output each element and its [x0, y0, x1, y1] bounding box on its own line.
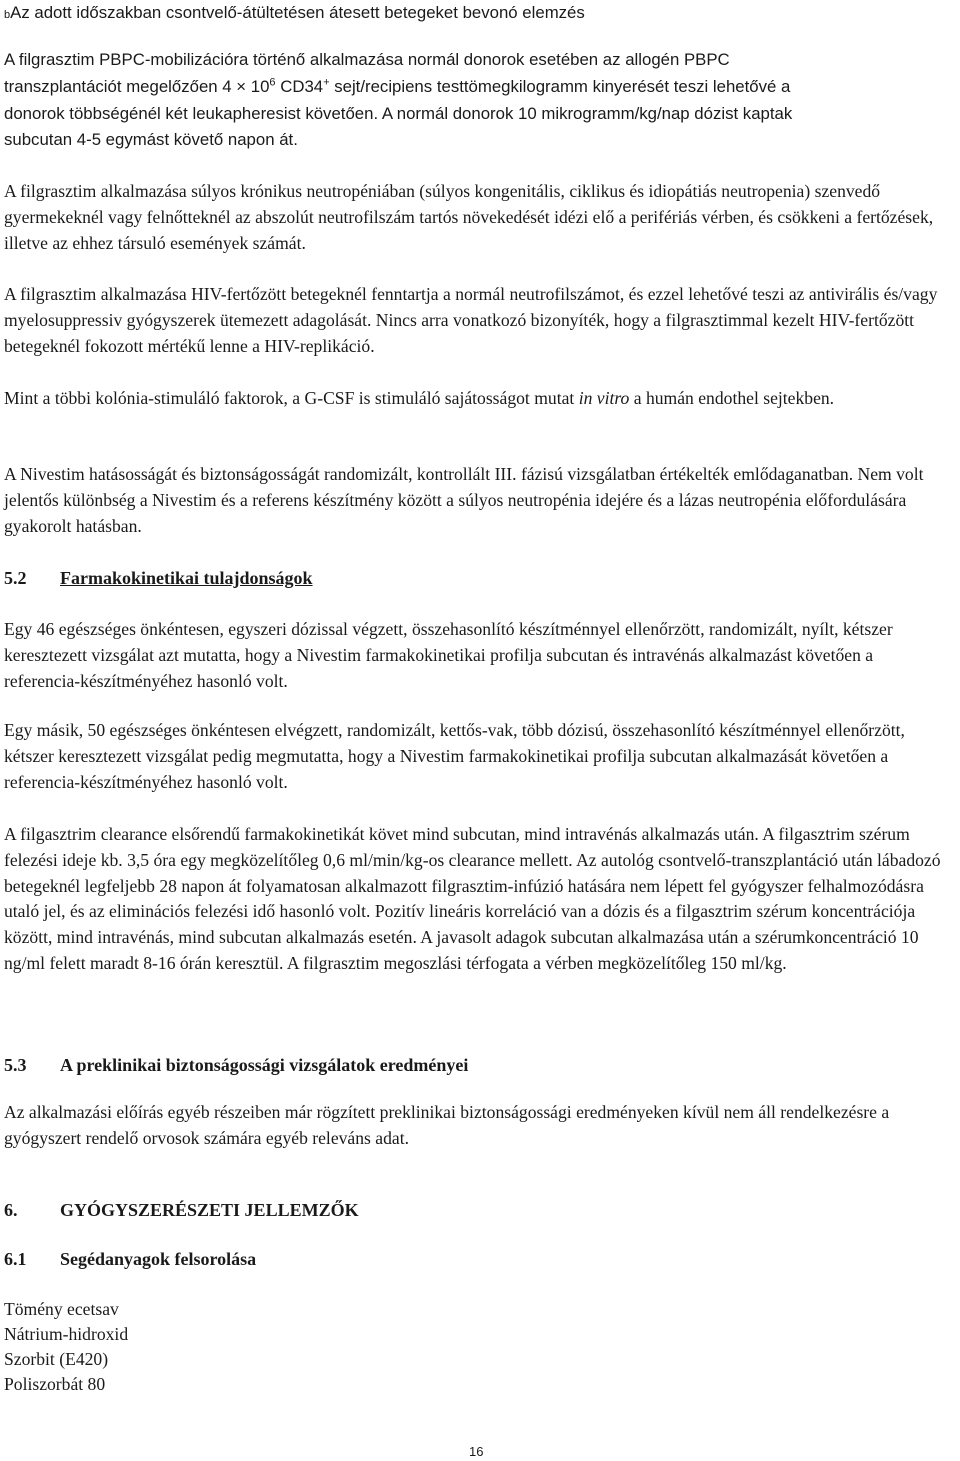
paragraph-pk-2: Egy másik, 50 egészséges önkéntesen elvégzett, randomizált, kettős-vak, több dózisú, összehasonlító készítménnyel ellenőrzött, kétszer keresztezett vizsgálat pedig megmutatta, hogy a Nivestim farmakokinetikai profilja subcutan alkalmazását követően a referencia-készítményéhez hasonló volt. — [4, 720, 905, 792]
section-title: GYÓGYSZERÉSZETI JELLEMZŐK — [60, 1200, 359, 1220]
pbpc-line-1: A filgrasztim PBPC-mobilizációra történő alkalmazása normál donorok esetében az allogén PBPC — [4, 50, 730, 69]
pbpc-line-2b: CD34 — [275, 76, 324, 96]
pbpc-line-2c: sejt/recipiens testtömegkilogramm kinyerését teszi lehetővé a — [329, 76, 791, 96]
pbpc-line-2a: transzplantációt megelőzően 4 × 10 — [4, 76, 270, 96]
paragraph-hiv: A filgrasztim alkalmazása HIV-fertőzött betegeknél fenntartja a normál neutrofilszámot, és ezzel lehetővé teszi az antivirális és/vagy myelosuppressiv gyógyszerek ütemezett adagolását. Nincs arra vonatkozó bizonyíték, hogy a filgrasztimmal kezelt HIV-fertőzött betegeknél fokozott mértékű lenne a HIV-replikáció. — [4, 284, 938, 356]
paragraph-clearance: A filgasztrim clearance elsőrendű farmakokinetikát követ mind subcutan, mind intravénás alkalmazás után. A filgasztrim szérum felezési ideje kb. 3,5 óra egy megközelítőleg 0,6 ml/min/kg-os clearance mellett. Az autológ csontvelő-transzplantáció után lábadozó betegeknél legfeljebb 28 napon át folyamatosan alkalmazott filgrasztim-infúzió hatására nem lépett fel gyógyszer felhalmozódásra utaló jel, és az eliminációs felezési idő hasonló volt. Pozitív lineáris korreláció van a dózis és a filgasztrim szérum koncentrációja között, mind intravénás, mind subcutan alkalmazás esetén. A javasolt adagok subcutan alkalmazása után a szérumkoncentráció 10 ng/ml felett maradt 8-16 órán keresztül. A filgrasztim megoszlási térfogata a vérben megközelítőleg 150 ml/kg. — [4, 824, 941, 973]
section-number: 5.2 — [4, 568, 27, 588]
excipient-item: Szorbit (E420) — [4, 1349, 109, 1369]
paragraph-nivestim: A Nivestim hatásosságát és biztonságosságát randomizált, kontrollált III. fázisú vizsgálatban értékelték emlődaganatban. Nem volt jelentős különbség a Nivestim és a referens készítmény között a súlyos neutropénia idejére és a lázas neutropénia előfordulására gyakorolt hatásban. — [4, 464, 924, 536]
section-number: 5.3 — [4, 1055, 27, 1075]
section-heading-5-2 — [4, 566, 313, 590]
pbpc-exponent: 6 — [269, 76, 276, 89]
section-title: A preklinikai biztonságossági vizsgálatok eredményei — [60, 1055, 469, 1075]
top-footnote — [4, 0, 949, 29]
gcsf-italic: in vitro — [578, 388, 630, 408]
pbpc-line-2 — [4, 74, 949, 101]
section-heading-5-3 — [4, 1053, 468, 1077]
footnote-marker: b — [4, 9, 11, 21]
excipient-item: Tömény ecetsav — [4, 1299, 119, 1319]
pbpc-line-3: donorok többségénél két leukapheresist követően. A normál donorok 10 mikrogramm/kg/nap dózist kaptak — [4, 103, 793, 123]
paragraph-neutropenia: A filgrasztim alkalmazása súlyos krónikus neutropéniában (súlyos kongenitális, ciklikus és idiopátiás neutropenia) szenvedő gyermekeknél vagy felnőtteknél az abszolút neutrofilszám tartós növekedését idézi elő a perifériás vérben, és csökkeni a fertőzések, illetve az ehhez társuló események számát. — [4, 181, 934, 253]
footnote-text: Az adott időszakban csontvelő-átültetésen átesett betegeket bevonó elemzés — [10, 3, 585, 22]
gcsf-text-after: a humán endothel sejtekben. — [629, 388, 835, 408]
pbpc-plus-sup: + — [323, 76, 330, 89]
section-heading-6-1 — [4, 1247, 256, 1271]
section-heading-6 — [4, 1198, 359, 1222]
section-number: 6. — [4, 1200, 18, 1220]
excipient-item: Poliszorbát 80 — [4, 1374, 106, 1394]
page-number: 16 — [469, 1444, 484, 1459]
paragraph-gcsf — [4, 386, 949, 412]
paragraph-preclinical: Az alkalmazási előírás egyéb részeiben már rögzített preklinikai biztonságossági eredményeken kívül nem áll rendelkezésre a gyógyszert rendelő orvosok számára egyéb releváns adat. — [4, 1102, 890, 1148]
gcsf-text-before: Mint a többi kolónia-stimuláló faktorok, a G-CSF is stimuláló sajátosságot mutat — [4, 388, 579, 408]
paragraph-pbpc — [4, 47, 949, 154]
paragraph-pk-1: Egy 46 egészséges önkéntesen, egyszeri dózissal végzett, összehasonlító készítménnyel ellenőrzött, randomizált, nyílt, kétszer keresztezett vizsgálat azt mutatta, hogy a Nivestim farmakokinetikai profilja subcutan és intravénás alkalmazást követően a referencia-készítményéhez hasonló volt. — [4, 619, 893, 691]
section-title: Farmakokinetikai tulajdonságok — [60, 568, 313, 588]
excipient-item: Nátrium-hidroxid — [4, 1324, 129, 1344]
pbpc-line-4: subcutan 4-5 egymást követő napon át. — [4, 130, 298, 150]
section-number: 6.1 — [4, 1249, 27, 1269]
section-title: Segédanyagok felsorolása — [60, 1249, 257, 1269]
